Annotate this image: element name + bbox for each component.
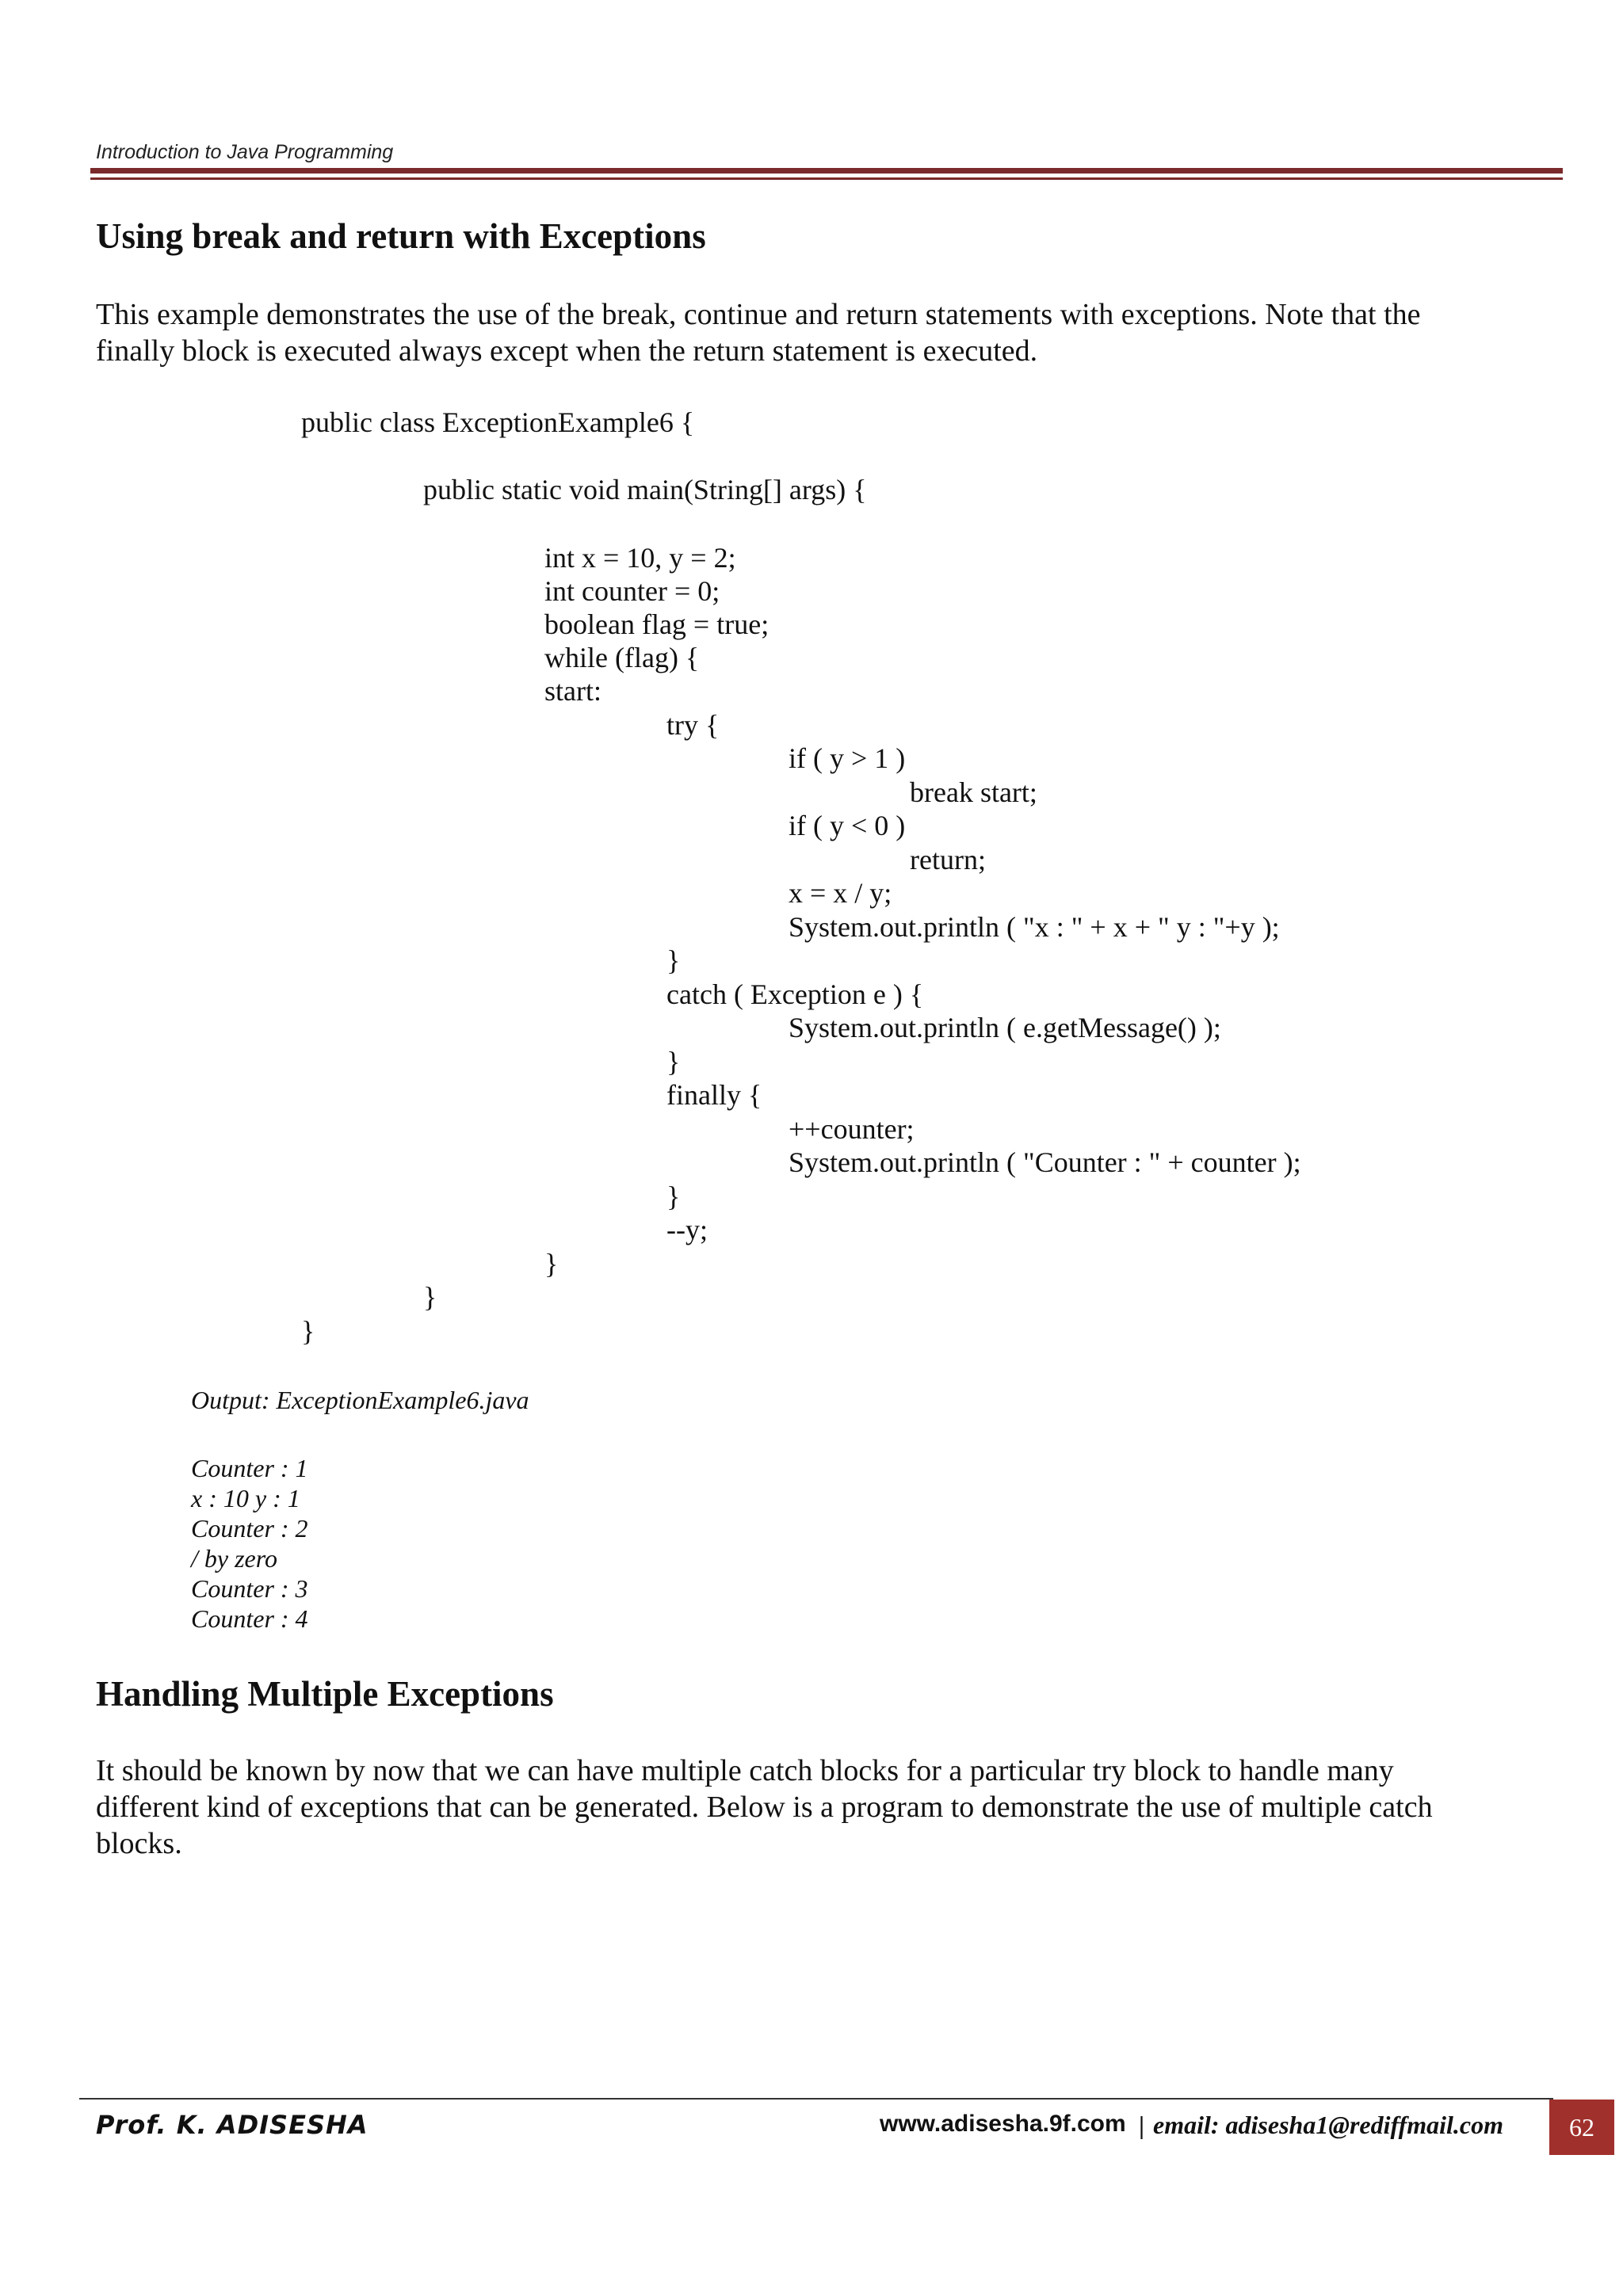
code-line: System.out.println ( "Counter : " + counter ); <box>789 1146 1301 1178</box>
header-title: Introduction to Java Programming <box>96 141 394 163</box>
intro-paragraph-line1: This example demonstrates the use of the break, continue and return statements with exceptions. Note that the <box>96 298 1421 331</box>
code-line: System.out.println ( "x : " + x + " y : "+y ); <box>789 911 1280 943</box>
code-line: while (flag) { <box>544 642 700 673</box>
code-line: x = x / y; <box>789 877 892 909</box>
code-line: catch ( Exception e ) { <box>666 978 924 1010</box>
code-line: ++counter; <box>789 1113 915 1145</box>
output-label: Output: ExceptionExample6.java <box>191 1386 529 1414</box>
code-line: if ( y > 1 ) <box>789 742 906 774</box>
footer-website-link[interactable]: www.adisesha.9f.com <box>880 2111 1126 2137</box>
footer-rule <box>79 2098 1553 2100</box>
code-line: if ( y < 0 ) <box>789 810 906 841</box>
section-heading-multiple-exceptions: Handling Multiple Exceptions <box>96 1674 554 1714</box>
code-line: System.out.println ( e.getMessage() ); <box>789 1012 1221 1043</box>
section2-paragraph-line3: blocks. <box>96 1827 182 1860</box>
code-line: } <box>423 1281 437 1313</box>
header-rule <box>90 168 1563 174</box>
code-line: } <box>666 1180 681 1212</box>
code-line: finally { <box>666 1079 762 1111</box>
output-line: Counter : 2 <box>191 1514 308 1543</box>
output-line: / by zero <box>191 1544 278 1573</box>
code-line: --y; <box>666 1214 708 1245</box>
code-line: public static void main(String[] args) { <box>423 474 867 505</box>
output-line: Counter : 1 <box>191 1454 308 1482</box>
footer-author: Prof. K. ADISESHA <box>96 2110 369 2140</box>
intro-paragraph-line2: finally block is executed always except when the return statement is executed. <box>96 334 1038 368</box>
output-line: x : 10 y : 1 <box>191 1484 300 1512</box>
header-rule-thin <box>90 177 1563 180</box>
section2-paragraph-line1: It should be known by now that we can have multiple catch blocks for a particular try block to handle many <box>96 1754 1394 1787</box>
code-line: break start; <box>910 776 1037 808</box>
code-line: int x = 10, y = 2; <box>544 542 736 574</box>
code-line: } <box>544 1248 559 1280</box>
output-line: Counter : 4 <box>191 1604 308 1633</box>
code-line: } <box>666 1046 681 1077</box>
section-heading-break-return: Using break and return with Exceptions <box>96 216 706 256</box>
code-line: try { <box>666 709 720 741</box>
code-line: int counter = 0; <box>544 575 720 607</box>
code-line: } <box>666 944 681 976</box>
footer-separator: | <box>1139 2111 1145 2139</box>
code-line: public class ExceptionExample6 { <box>301 406 695 438</box>
code-line: return; <box>910 844 986 875</box>
page-number-badge: 62 <box>1549 2100 1614 2155</box>
output-line: Counter : 3 <box>191 1574 308 1603</box>
code-line: } <box>301 1315 315 1347</box>
section2-paragraph-line2: different kind of exceptions that can be generated. Below is a program to demonstrate the use of multiple catch <box>96 1791 1433 1824</box>
code-line: boolean flag = true; <box>544 608 769 640</box>
code-line: start: <box>544 675 601 707</box>
footer-email[interactable]: email: adisesha1@rediffmail.com <box>1153 2111 1503 2139</box>
